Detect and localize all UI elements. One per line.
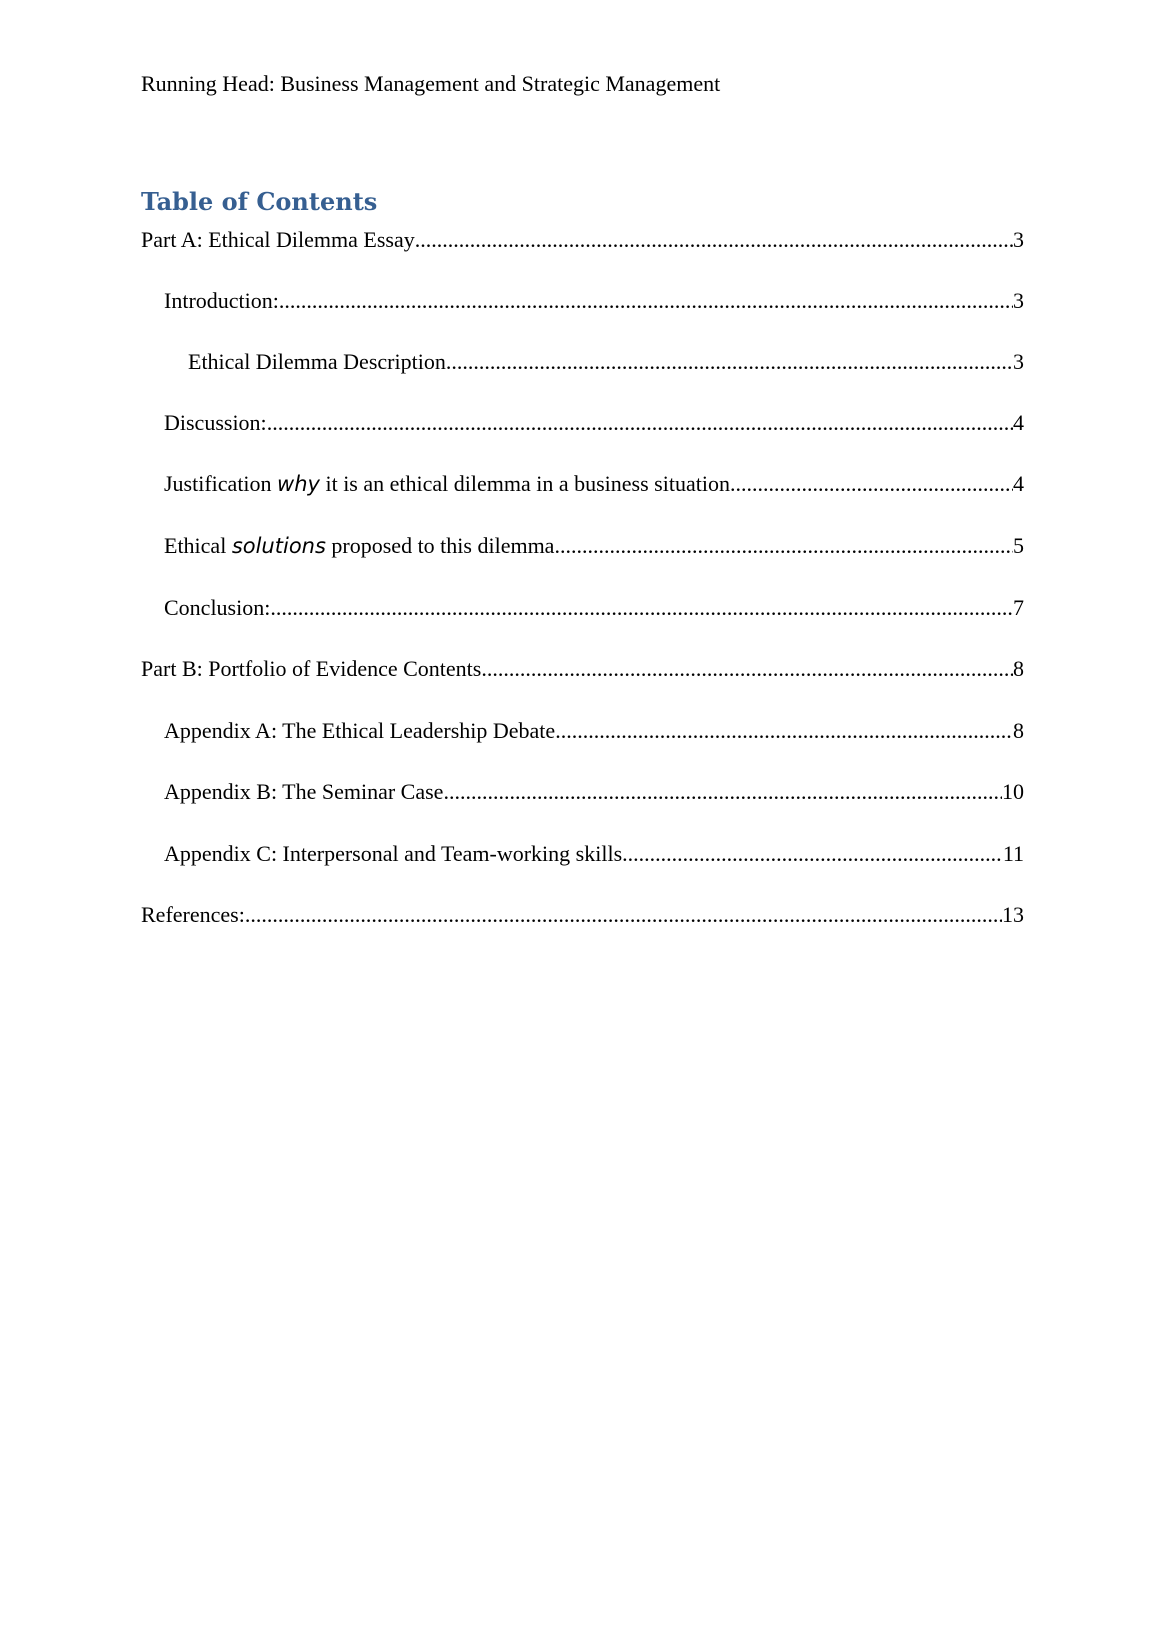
toc-dot-leader <box>279 286 1013 316</box>
toc-page-number: 4 <box>1013 410 1024 435</box>
toc-page-number: 5 <box>1013 533 1024 558</box>
toc-dot-leader <box>555 716 1013 746</box>
toc-entry[interactable] <box>141 225 1024 255</box>
toc-entry-text: Ethical Dilemma Description <box>188 349 446 374</box>
toc-entry[interactable] <box>141 839 1024 869</box>
toc-page-number: 13 <box>1002 902 1024 927</box>
toc-entry[interactable] <box>141 900 1024 930</box>
toc-entry-text: References: <box>141 902 245 927</box>
toc-entry-text: Conclusion: <box>164 595 271 620</box>
toc-page-number: 3 <box>1013 227 1024 252</box>
toc-dot-leader <box>443 777 1002 807</box>
toc-entry[interactable] <box>141 408 1024 438</box>
toc-title: Table of Contents <box>141 187 378 216</box>
toc-dot-leader <box>730 469 1013 499</box>
toc-entry-text: Part A: Ethical Dilemma Essay <box>141 227 415 252</box>
toc-page-number: 8 <box>1013 718 1024 743</box>
toc-page-number: 8 <box>1013 656 1024 681</box>
toc-entry-text: Appendix B: The Seminar Case <box>164 779 444 804</box>
toc-entry[interactable] <box>141 777 1024 807</box>
toc-entry-text: Appendix C: Interpersonal and Team-working skills <box>164 841 623 866</box>
toc-dot-leader <box>622 839 1003 869</box>
toc-entry[interactable] <box>141 531 1024 561</box>
toc-entry[interactable] <box>141 347 1024 377</box>
toc-entry-text: Appendix A: The Ethical Leadership Debate <box>164 718 556 743</box>
toc-entry-text: Ethical solutions proposed to this dilemma <box>164 533 555 558</box>
toc-page-number: 10 <box>1002 779 1024 804</box>
toc-dot-leader <box>481 654 1013 684</box>
toc-page-number: 3 <box>1013 288 1024 313</box>
toc-page-number: 11 <box>1002 841 1024 866</box>
toc-page-number: 7 <box>1013 595 1024 620</box>
toc-entry[interactable] <box>141 469 1024 499</box>
toc-entry-text: Part B: Portfolio of Evidence Contents <box>141 656 482 681</box>
toc-dot-leader <box>446 347 1013 377</box>
running-head: Running Head: Business Management and Strategic Management <box>141 71 721 96</box>
toc-entry-text: Justification why it is an ethical dilemma in a business situation <box>164 471 730 496</box>
toc-entry-text: Discussion: <box>164 410 267 435</box>
toc-entry[interactable] <box>141 716 1024 746</box>
toc-page-number: 4 <box>1013 471 1024 496</box>
toc-dot-leader <box>270 593 1013 623</box>
toc-dot-leader <box>415 225 1013 255</box>
toc-entry[interactable] <box>141 286 1024 316</box>
toc-dot-leader <box>267 408 1013 438</box>
toc-dot-leader <box>245 900 1002 930</box>
toc-dot-leader <box>554 531 1013 561</box>
toc-page-number: 3 <box>1013 349 1024 374</box>
toc-entry-text: Introduction: <box>164 288 279 313</box>
toc-entry[interactable] <box>141 654 1024 684</box>
toc-entry[interactable] <box>141 593 1024 623</box>
